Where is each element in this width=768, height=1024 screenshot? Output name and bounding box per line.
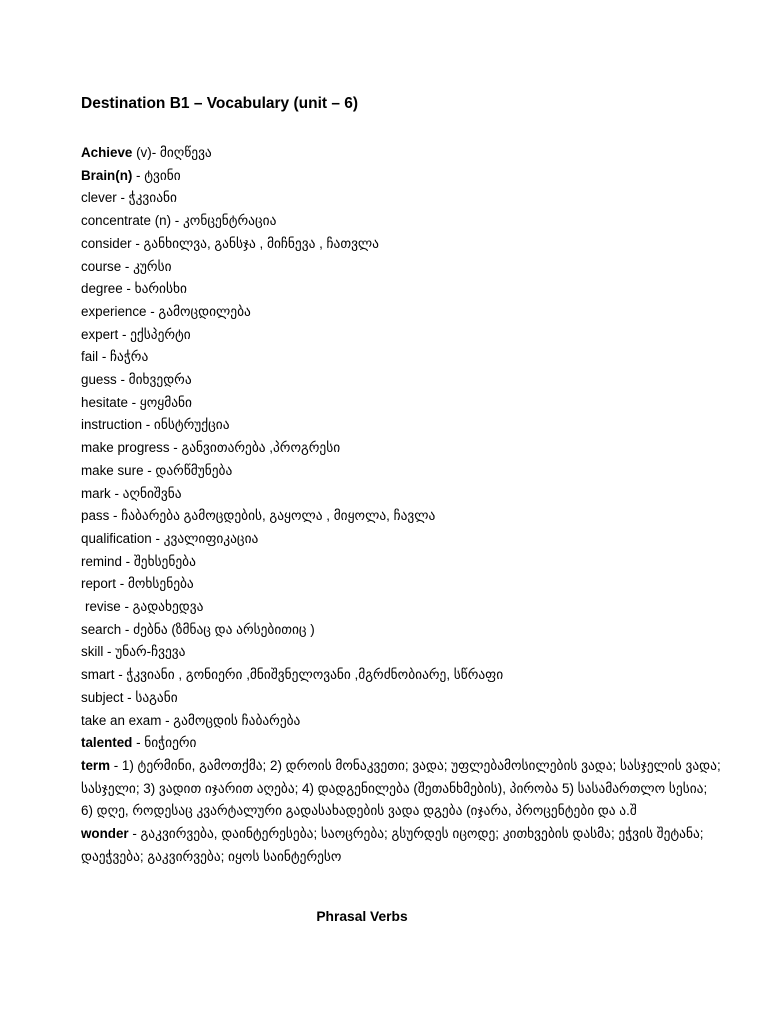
vocab-translation: - კურსი bbox=[121, 258, 172, 274]
vocab-entry bbox=[81, 505, 721, 528]
vocab-term: Brain(n) bbox=[81, 167, 133, 183]
vocab-entry bbox=[81, 823, 721, 868]
vocab-term: talented bbox=[81, 735, 133, 751]
vocab-term: mark bbox=[81, 485, 111, 501]
vocab-term: expert bbox=[81, 326, 119, 342]
vocab-term: guess bbox=[81, 372, 117, 388]
vocabulary-list bbox=[81, 142, 721, 869]
vocab-translation: - გადახედვა bbox=[120, 599, 204, 615]
page-title: Destination B1 – Vocabulary (unit – 6) bbox=[81, 95, 359, 112]
part-of-speech: (v) bbox=[132, 145, 152, 160]
vocab-translation: - 1) ტერმინი, გამოთქმა; 2) დროის მონაკვეთი; ვადა; უფლებამოსილების ვადა; სასჯელის ვადა; სასჯელი; 3) ვადით იჯარით აღება; 4) დადგენილება (შეთანხმების), პირობა 5) სასამართლო სესია; 6) დღე, როდესაც კვარტალური გადასახადების ვადა დგება (იჯარა, პროცენტები და ა.შ bbox=[81, 757, 721, 819]
vocab-translation: - ჭკვიანი , გონიერი ,მნიშვნელოვანი ,მგრძნობიარე, სწრაფი bbox=[114, 667, 504, 683]
vocab-translation: - ტვინი bbox=[132, 167, 181, 183]
vocab-translation: - გაკვირვება, დაინტერესება; საოცრება; გსურდეს იცოდე; კითხვების დასმა; ეჭვის შეტანა; დაეჭვება; გაკვირვება; იყოს საინტერესო bbox=[81, 826, 704, 864]
vocab-term: subject bbox=[81, 689, 124, 705]
vocab-translation: - კვალიფიკაცია bbox=[151, 530, 259, 546]
vocab-translation: - ექსპერტი bbox=[118, 326, 191, 342]
vocab-entry bbox=[81, 142, 721, 165]
vocab-entry bbox=[81, 187, 721, 210]
vocab-translation: - ჩაჭრა bbox=[98, 349, 149, 365]
vocab-entry bbox=[81, 165, 721, 188]
vocab-term: hesitate bbox=[81, 394, 128, 410]
vocab-term: degree bbox=[81, 281, 123, 297]
vocab-translation: - შეხსენება bbox=[121, 553, 196, 569]
vocab-translation: - მიხვედრა bbox=[116, 372, 192, 388]
vocab-entry bbox=[81, 210, 721, 233]
vocab-entry bbox=[81, 414, 721, 437]
vocab-term: wonder bbox=[81, 826, 129, 842]
vocab-entry bbox=[81, 596, 721, 619]
vocab-entry bbox=[81, 573, 721, 596]
vocab-entry bbox=[81, 687, 721, 710]
vocab-translation: - გამოცდის ჩაბარება bbox=[161, 712, 301, 728]
vocab-term: qualification bbox=[81, 530, 152, 546]
vocab-entry bbox=[81, 278, 721, 301]
vocab-term: smart bbox=[81, 667, 115, 683]
vocab-translation: - უნარ-ჩვევა bbox=[103, 644, 186, 660]
vocab-term: concentrate (n) bbox=[81, 213, 172, 229]
vocab-translation: - აღნიშვნა bbox=[110, 485, 182, 501]
vocab-term: make progress bbox=[81, 440, 170, 456]
vocab-entry bbox=[81, 346, 721, 369]
vocab-term: term bbox=[81, 757, 111, 773]
vocab-translation: - ნიჭიერი bbox=[132, 735, 197, 751]
vocab-entry bbox=[81, 301, 721, 324]
vocab-term: take an exam bbox=[81, 712, 162, 728]
vocab-translation: - ჭკვიანი bbox=[116, 190, 177, 206]
vocab-term: pass bbox=[81, 508, 110, 524]
vocab-entry bbox=[81, 528, 721, 551]
vocab-term: fail bbox=[81, 349, 99, 365]
vocab-entry bbox=[81, 664, 721, 687]
vocab-entry bbox=[81, 619, 721, 642]
vocab-entry bbox=[81, 460, 721, 483]
vocab-translation: - განხილვა, განსჯა , მიჩნევა , ჩათვლა bbox=[131, 235, 379, 251]
vocab-entry bbox=[81, 483, 721, 506]
vocab-term: revise bbox=[85, 599, 121, 615]
vocab-entry bbox=[81, 437, 721, 460]
vocab-translation: - დარწმუნება bbox=[143, 462, 233, 478]
vocab-entry bbox=[81, 324, 721, 347]
vocab-translation: - ჩაბარება გამოცდების, გაყოლა , მიყოლა, ჩავლა bbox=[109, 508, 436, 524]
vocab-translation: - საგანი bbox=[123, 689, 178, 705]
vocab-entry bbox=[81, 710, 721, 733]
vocab-translation: - გამოცდილება bbox=[146, 303, 251, 319]
vocab-translation: - ყოყმანი bbox=[127, 394, 192, 410]
vocab-term: consider bbox=[81, 235, 132, 251]
vocab-term: remind bbox=[81, 553, 122, 569]
vocab-entry bbox=[81, 256, 721, 279]
vocab-term: course bbox=[81, 258, 122, 274]
phrasal-verbs-heading: Phrasal Verbs bbox=[316, 909, 408, 924]
vocab-translation: - მოხსენება bbox=[115, 576, 194, 592]
vocab-translation: - განვითარება ,პროგრესი bbox=[169, 440, 341, 456]
vocab-entry bbox=[81, 755, 721, 823]
vocab-term: make sure bbox=[81, 462, 144, 478]
vocab-entry bbox=[81, 732, 721, 755]
vocab-translation: - ხარისხი bbox=[122, 281, 187, 297]
vocab-entry bbox=[81, 641, 721, 664]
vocab-entry bbox=[81, 551, 721, 574]
vocab-entry bbox=[81, 392, 721, 415]
vocab-term: clever bbox=[81, 190, 117, 206]
vocab-term: report bbox=[81, 576, 116, 592]
vocab-translation: - მიღწევა bbox=[151, 145, 212, 160]
vocab-term: Achieve bbox=[81, 145, 133, 160]
vocab-entry bbox=[81, 369, 721, 392]
vocab-term: skill bbox=[81, 644, 104, 660]
vocab-term: search bbox=[81, 621, 122, 637]
vocab-term: instruction bbox=[81, 417, 143, 433]
vocab-translation: - ინსტრუქცია bbox=[142, 417, 230, 433]
vocab-entry bbox=[81, 233, 721, 256]
vocab-translation: - ძებნა (ზმნაც და არსებითიც ) bbox=[121, 621, 315, 637]
vocab-translation: - კონცენტრაცია bbox=[171, 213, 277, 229]
vocab-term: experience bbox=[81, 303, 147, 319]
